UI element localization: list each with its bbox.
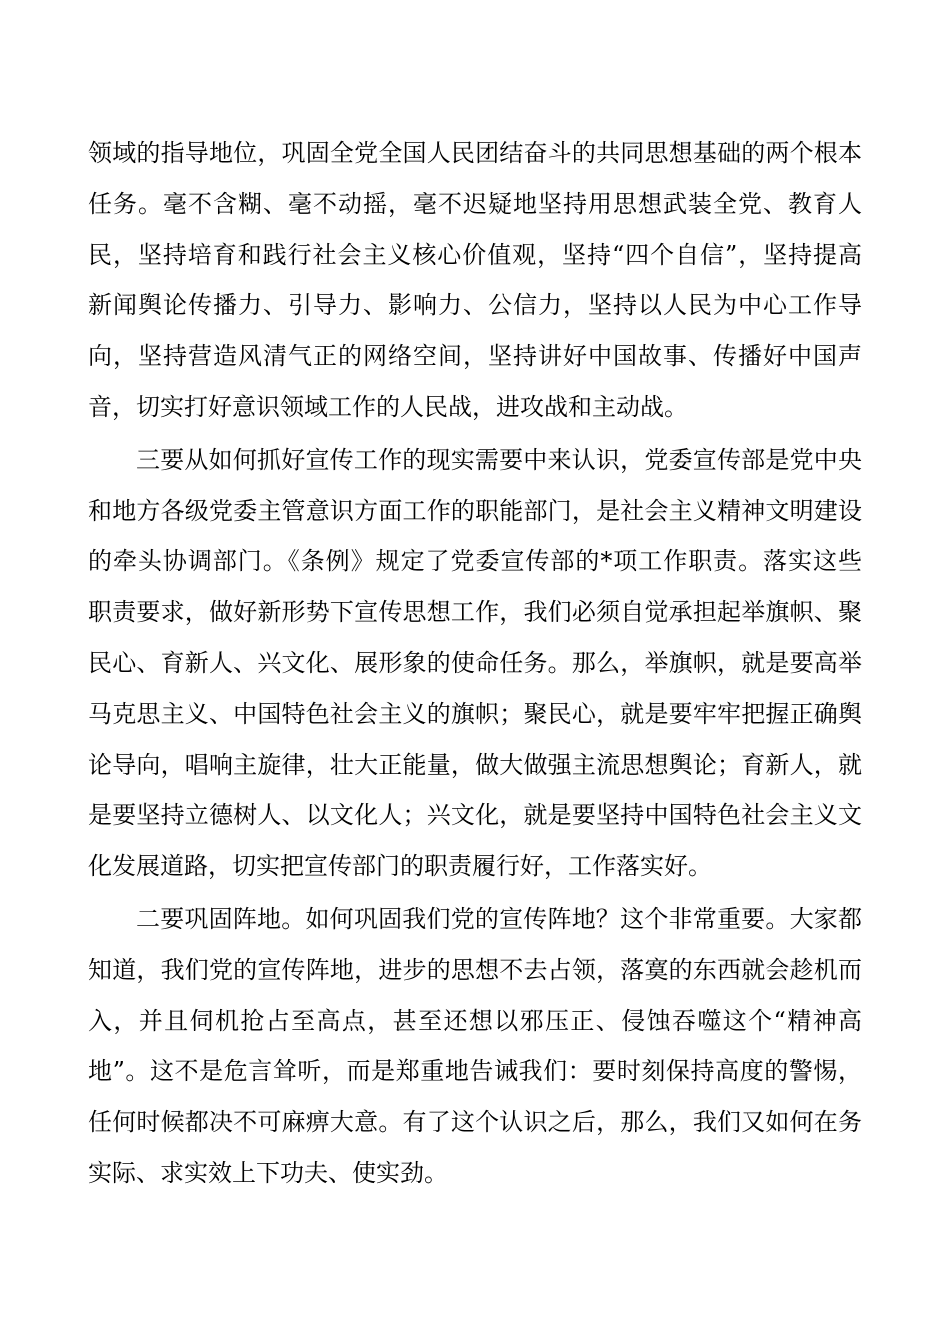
text-line: 马克思主义、中国特色社会主义的旗帜；聚民心，就是要牢牢把握正确舆 xyxy=(88,699,862,728)
text-line: 地”。这不是危言耸听，而是郑重地告诫我们：要时刻保持高度的警惕， xyxy=(88,1057,862,1086)
text-line: 实际、求实效上下功夫、使实劲。 xyxy=(88,1158,448,1187)
text-line: 论导向，唱响主旋律，壮大正能量，做大做强主流思想舆论；育新人，就 xyxy=(88,750,862,779)
paragraph-3 xyxy=(88,894,862,1199)
text-line: 领域的指导地位，巩固全党全国人民团结奋斗的共同思想基础的两个根本 xyxy=(88,139,862,167)
text-line: 和地方各级党委主管意识方面工作的职能部门，是社会主义精神文明建设 xyxy=(88,496,862,525)
text-line: 音，切实打好意识领域工作的人民战，进攻战和主动战。 xyxy=(88,392,688,421)
text-line: 知道，我们党的宣传阵地，进步的思想不去占领，落寞的东西就会趁机而 xyxy=(88,955,862,984)
text-line: 新闻舆论传播力、引导力、影响力、公信力，坚持以人民为中心工作导 xyxy=(88,291,862,320)
text-line: 二要巩固阵地。如何巩固我们党的宣传阵地？这个非常重要。大家都 xyxy=(136,904,862,933)
text-line: 职责要求，做好新形势下宣传思想工作，我们必须自觉承担起举旗帜、聚 xyxy=(88,598,862,627)
paragraph-2 xyxy=(88,435,862,892)
text-line: 三要从如何抓好宣传工作的现实需要中来认识，党委宣传部是党中央 xyxy=(136,445,862,474)
text-line: 化发展道路，切实把宣传部门的职责履行好，工作落实好。 xyxy=(88,852,712,881)
text-line: 民，坚持培育和践行社会主义核心价值观，坚持“四个自信”，坚持提高 xyxy=(88,240,862,269)
paragraph-1 xyxy=(88,128,862,433)
text-line: 向，坚持营造风清气正的网络空间，坚持讲好中国故事、传播好中国声 xyxy=(88,342,862,371)
text-line: 任何时候都决不可麻痹大意。有了这个认识之后，那么，我们又如何在务 xyxy=(88,1108,862,1137)
text-line: 的牵头协调部门。《条例》规定了党委宣传部的*项工作职责。落实这些 xyxy=(88,547,862,576)
text-line: 入，并且伺机抢占至高点，甚至还想以邪压正、侵蚀吞噬这个“精神高 xyxy=(88,1006,862,1035)
document-body xyxy=(88,128,862,1201)
text-line: 民心、育新人、兴文化、展形象的使命任务。那么，举旗帜，就是要高举 xyxy=(88,648,862,677)
text-line: 是要坚持立德树人、以文化人；兴文化，就是要坚持中国特色社会主义文 xyxy=(88,801,862,830)
text-line: 任务。毫不含糊、毫不动摇，毫不迟疑地坚持用思想武装全党、教育人 xyxy=(88,189,862,218)
